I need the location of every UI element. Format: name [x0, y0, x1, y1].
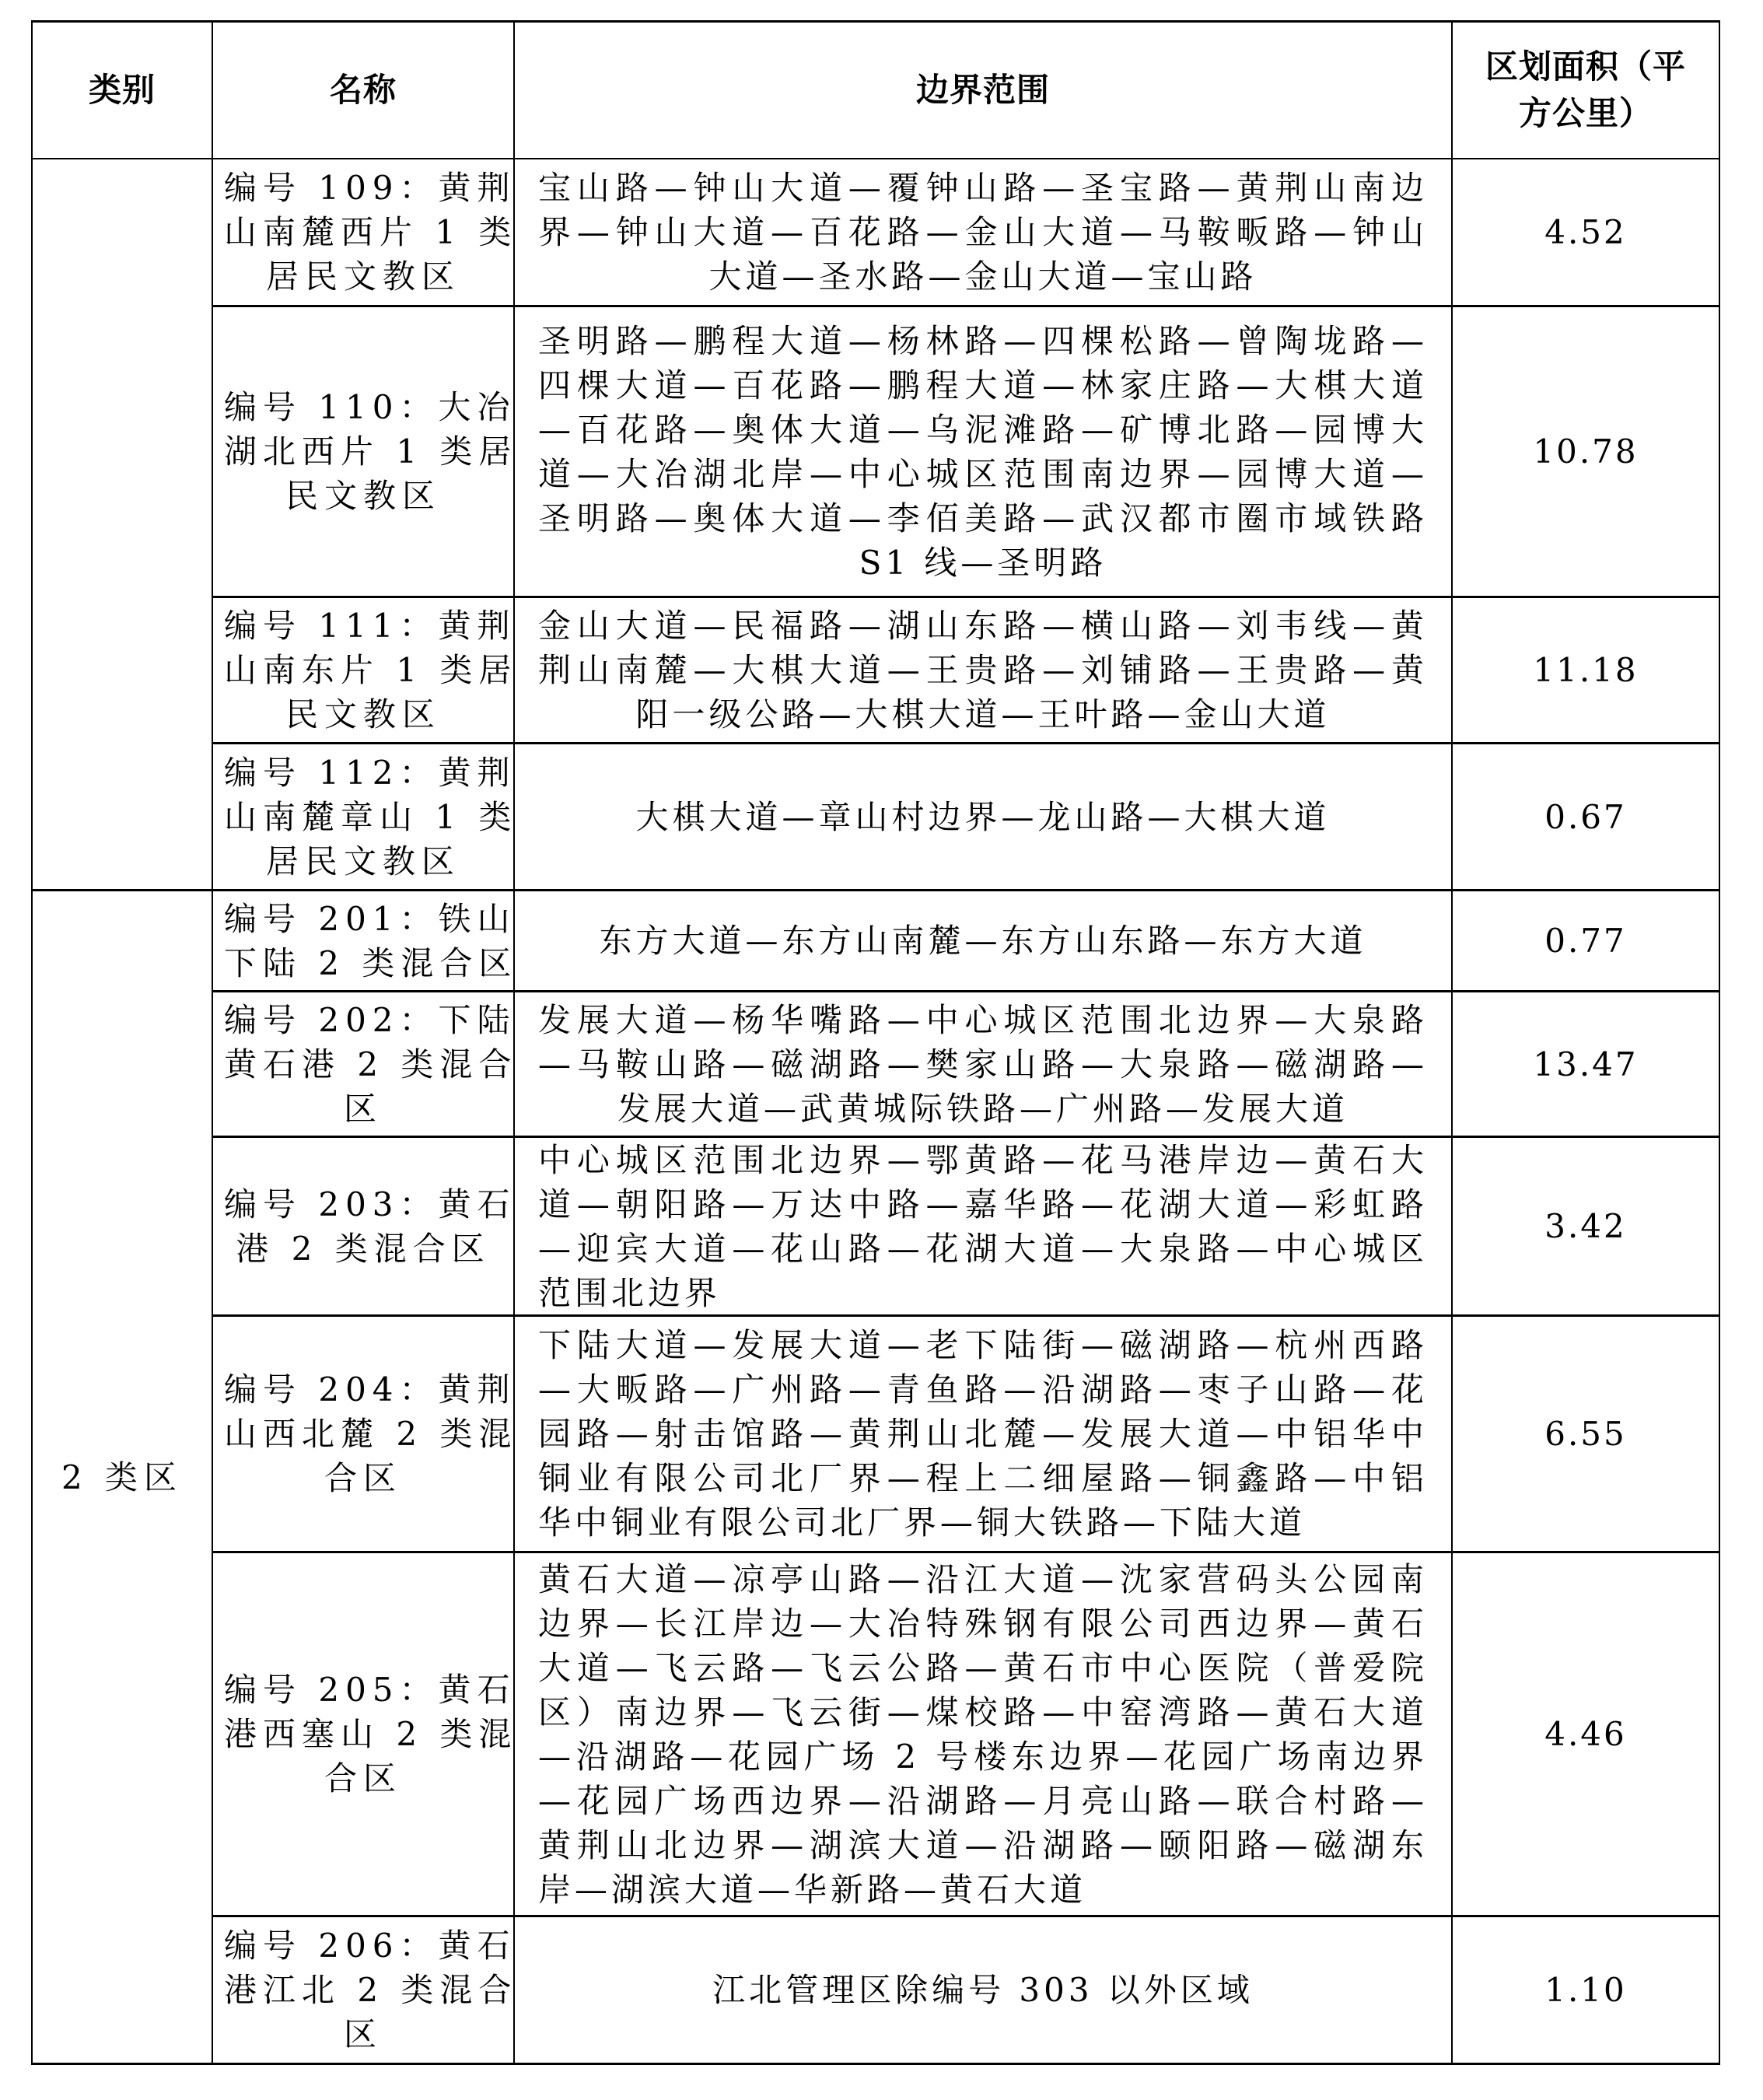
boundary-line: 黄荆山北边界—湖滨大道—沿湖路—颐阳路—磁湖东 [538, 1825, 1428, 1864]
name-line: 编号 206：黄石 [224, 1927, 516, 1965]
boundary-line: 大道—圣水路—金山大道—宝山路 [708, 257, 1258, 296]
boundary-line: 圣明路—奥体大道—李佰美路—武汉都市圈市域铁路 [538, 499, 1428, 537]
name-line: 编号 111：黄荆 [224, 607, 516, 645]
boundary-line: 发展大道—杨华嘴路—中心城区范围北边界—大泉路 [538, 1000, 1428, 1039]
row-boundary-cell [515, 1917, 1453, 2063]
row-name-cell [213, 1917, 518, 2063]
boundary-line: 阳一级公路—大棋大道—王叶路—金山大道 [635, 695, 1331, 733]
name-line: 山南麓西片 1 类 [224, 213, 518, 251]
row-area-cell [1453, 159, 1719, 307]
name-line: 区 [343, 1089, 383, 1128]
area-value: 10.78 [1533, 432, 1639, 471]
row-name-cell [213, 1553, 518, 1917]
header-boundary-label: 边界范围 [915, 71, 1050, 109]
row-boundary-cell [515, 1553, 1453, 1917]
boundary-line: 荆山南麓—大棋大道—王贵路—刘铺路—王贵路—黄 [538, 651, 1428, 689]
name-line: 黄石港 2 类混合 [224, 1045, 518, 1083]
header-area-label-line1: 区划面积（平 [1485, 47, 1686, 86]
name-line: 港江北 2 类混合 [224, 1971, 518, 2009]
row-area-cell [1453, 1917, 1719, 2063]
category-cell-section-1 [33, 159, 213, 891]
name-line: 山南东片 1 类居 [224, 651, 518, 689]
header-boundary [515, 23, 1453, 159]
row-name-cell [213, 744, 518, 891]
row-name-cell [213, 1317, 518, 1553]
zoning-table [31, 20, 1720, 2065]
name-line: 下陆 2 类混合区 [224, 943, 518, 982]
row-boundary-cell [515, 891, 1453, 992]
area-value: 4.52 [1544, 213, 1627, 251]
boundary-line: S1 线—圣明路 [859, 543, 1107, 582]
boundary-line: 宝山路—钟山大道—覆钟山路—圣宝路—黄荆山南边 [538, 169, 1428, 207]
row-name-cell [213, 891, 518, 992]
name-line: 山西北麓 2 类混 [224, 1415, 518, 1453]
boundary-line: 范围北边界 [538, 1273, 722, 1312]
name-line: 民文教区 [285, 695, 441, 733]
area-value: 13.47 [1533, 1045, 1639, 1083]
row-boundary-cell [515, 1138, 1453, 1317]
area-value: 6.55 [1544, 1415, 1627, 1453]
name-line: 编号 109：黄荆 [224, 169, 516, 207]
name-line: 港 2 类混合区 [236, 1229, 491, 1268]
name-line: 编号 204：黄荆 [224, 1370, 516, 1409]
area-value: 0.67 [1544, 797, 1627, 836]
name-line: 编号 203：黄石 [224, 1185, 516, 1223]
row-boundary-cell [515, 1317, 1453, 1553]
row-area-cell [1453, 1317, 1719, 1553]
header-category [33, 23, 213, 159]
row-name-cell [213, 1138, 515, 1317]
name-line: 编号 201：铁山 [224, 899, 516, 938]
name-line: 编号 110：大冶 [224, 388, 516, 426]
row-boundary-cell [515, 307, 1453, 598]
boundary-line: 金山大道—民福路—湖山东路—横山路—刘韦线—黄 [538, 607, 1428, 645]
row-area-cell [1453, 1553, 1719, 1917]
name-line: 合区 [324, 1459, 402, 1497]
category-label: 2 类区 [61, 1458, 184, 1496]
name-line: 山南麓章山 1 类 [224, 797, 518, 836]
header-name [213, 23, 515, 159]
boundary-line: —沿湖路—花园广场 2 号楼东边界—花园广场南边界 [538, 1737, 1428, 1776]
row-area-cell [1453, 891, 1719, 992]
boundary-line: 黄石大道—凉亭山路—沿江大道—沈家营码头公园南 [538, 1559, 1428, 1598]
boundary-line: 发展大道—武黄城际铁路—广州路—发展大道 [617, 1089, 1348, 1128]
boundary-line: 圣明路—鹏程大道—杨林路—四棵松路—曾陶垅路— [538, 321, 1428, 360]
area-value: 1.10 [1544, 1971, 1627, 2009]
name-line: 编号 205：黄石 [224, 1671, 516, 1709]
row-name-cell [213, 992, 518, 1138]
name-line: 居民文教区 [265, 257, 460, 296]
boundary-line: 东方大道—东方山南麓—东方山东路—东方大道 [599, 922, 1367, 960]
boundary-line: 四棵大道—百花路—鹏程大道—林家庄路—大棋大道 [538, 366, 1428, 404]
boundary-line: —花园广场西边界—沿湖路—月亮山路—联合村路— [538, 1781, 1428, 1820]
category-cell-section-2 [33, 891, 213, 2063]
boundary-line: 岸—湖滨大道—华新路—黄石大道 [538, 1870, 1087, 1909]
row-name-cell [213, 598, 518, 744]
area-value: 3.42 [1544, 1207, 1627, 1245]
name-line: 湖北西片 1 类居 [224, 432, 518, 471]
boundary-line: 道—大冶湖北岸—中心城区范围南边界—园博大道— [538, 454, 1428, 493]
area-value: 11.18 [1533, 651, 1639, 689]
boundary-line: 下陆大道—发展大道—老下陆街—磁湖路—杭州西路 [538, 1326, 1428, 1364]
row-boundary-cell [515, 744, 1453, 891]
row-area-cell [1453, 307, 1719, 598]
row-area-cell [1453, 1138, 1719, 1317]
row-name-cell [213, 307, 518, 598]
boundary-line: 大棋大道—章山村边界—龙山路—大棋大道 [635, 797, 1331, 836]
row-boundary-cell [515, 992, 1453, 1138]
area-value: 4.46 [1544, 1715, 1627, 1753]
boundary-line: 江北管理区除编号 303 以外区域 [712, 1971, 1254, 2009]
boundary-line: —迎宾大道—花山路—花湖大道—大泉路—中心城区 [538, 1229, 1428, 1268]
header-area [1453, 23, 1719, 159]
row-boundary-cell [515, 159, 1453, 307]
header-area-label-line2: 方公里） [1518, 94, 1653, 132]
name-line: 编号 112：黄荆 [224, 753, 516, 792]
name-line: 民文教区 [285, 477, 441, 515]
boundary-line: 道—朝阳路—万达中路—嘉华路—花湖大道—彩虹路 [538, 1185, 1428, 1223]
name-line: 合区 [324, 1759, 402, 1797]
row-boundary-cell [515, 598, 1453, 744]
name-line: 居民文教区 [265, 842, 460, 880]
boundary-line: —马鞍山路—磁湖路—樊家山路—大泉路—磁湖路— [538, 1045, 1428, 1083]
header-name-label: 名称 [329, 71, 397, 109]
boundary-line: 园路—射击馆路—黄荆山北麓—发展大道—中铝华中 [538, 1415, 1428, 1453]
name-line: 区 [343, 2015, 383, 2053]
boundary-line: 华中铜业有限公司北厂界—铜大铁路—下陆大道 [538, 1503, 1307, 1542]
row-area-cell [1453, 598, 1719, 744]
name-line: 港西塞山 2 类混 [224, 1715, 518, 1753]
boundary-line: 区）南边界—飞云街—煤校路—中窑湾路—黄石大道 [538, 1692, 1428, 1731]
area-value: 0.77 [1544, 922, 1627, 960]
boundary-line: 界—钟山大道—百花路—金山大道—马鞍畈路—钟山 [538, 213, 1428, 251]
boundary-line: 中心城区范围北边界—鄂黄路—花马港岸边—黄石大 [538, 1140, 1428, 1179]
boundary-line: 铜业有限公司北厂界—程上二细屋路—铜鑫路—中铝 [538, 1459, 1428, 1497]
boundary-line: 大道—飞云路—飞云公路—黄石市中心医院（普爱院 [538, 1648, 1428, 1687]
row-area-cell [1453, 744, 1719, 891]
boundary-line: —百花路—奥体大道—乌泥滩路—矿博北路—园博大 [538, 410, 1428, 449]
row-name-cell [213, 159, 518, 307]
header-category-label: 类别 [88, 71, 156, 109]
row-area-cell [1453, 992, 1719, 1138]
boundary-line: —大畈路—广州路—青鱼路—沿湖路—枣子山路—花 [538, 1370, 1428, 1409]
boundary-line: 边界—长江岸边—大冶特殊钢有限公司西边界—黄石 [538, 1604, 1428, 1643]
name-line: 编号 202：下陆 [224, 1000, 516, 1039]
